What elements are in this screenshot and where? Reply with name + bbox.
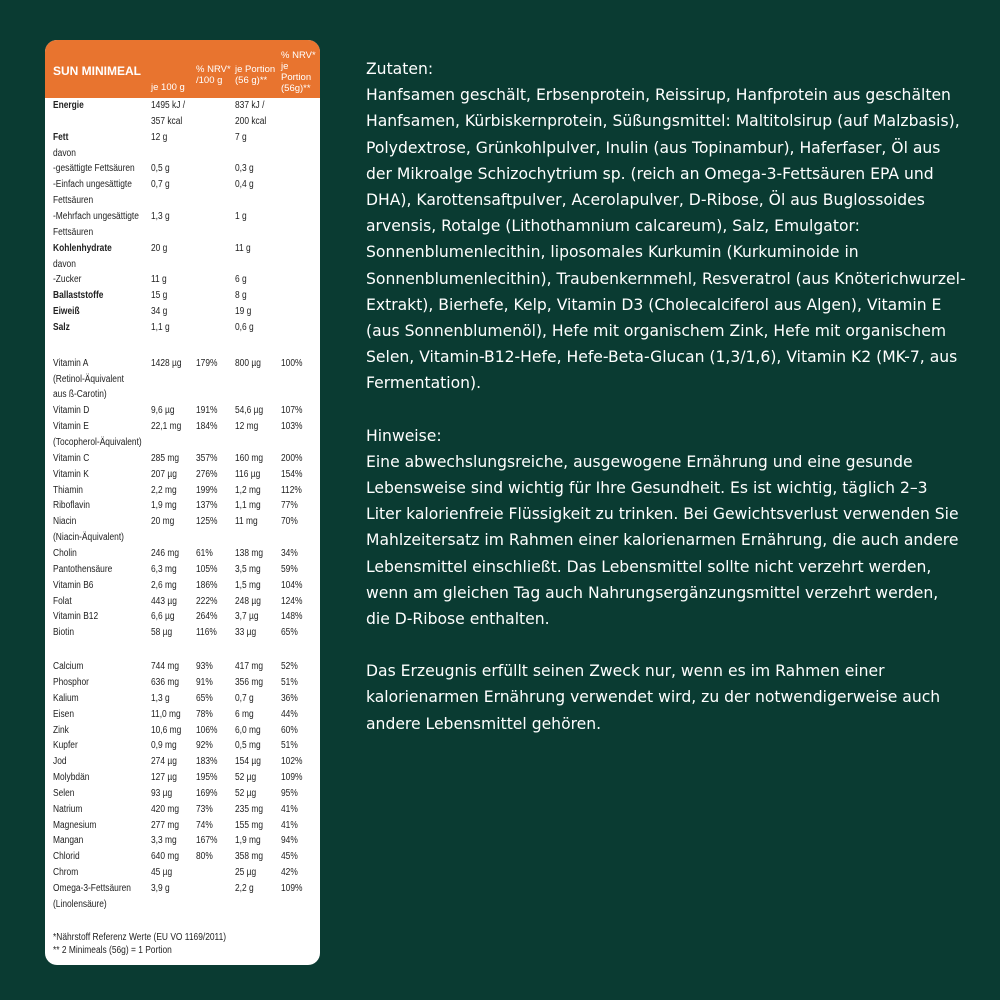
cell-nrvp: 34% bbox=[281, 548, 298, 559]
cell-name: davon bbox=[53, 258, 76, 270]
cell-nrv100: 61% bbox=[196, 548, 213, 559]
cell-name: Vitamin D bbox=[53, 405, 90, 417]
cell-nrvp: 65% bbox=[281, 627, 298, 639]
cell-nrvp: 109% bbox=[281, 883, 303, 894]
cell-name: Biotin bbox=[53, 627, 75, 639]
cell-nrv100: 222% bbox=[196, 595, 218, 607]
cell-nrvp: 41% bbox=[281, 819, 298, 831]
cell-vp: 800 µg bbox=[235, 357, 261, 369]
cell-nrv100: 186% bbox=[196, 579, 218, 591]
cell-nrv100: 179% bbox=[196, 357, 218, 369]
cell-nrvp: 60% bbox=[281, 724, 298, 736]
cell-nrv100: 191% bbox=[196, 405, 218, 417]
cell-v100: 0,7 g bbox=[151, 179, 170, 191]
cell-name: Vitamin B6 bbox=[53, 579, 94, 591]
cell-nrv100: 73% bbox=[196, 803, 213, 815]
cell-v100: 6,6 µg bbox=[151, 611, 175, 623]
cell-v100: 0,9 mg bbox=[151, 740, 177, 752]
cell-vp: 200 kcal bbox=[235, 115, 267, 127]
cell-vp: 1,5 mg bbox=[235, 579, 261, 591]
cell-nrvp: 148% bbox=[281, 611, 303, 623]
cell-nrv100: 169% bbox=[196, 787, 218, 799]
cell-nrvp: 124% bbox=[281, 595, 303, 607]
cell-nrvp: 107% bbox=[281, 405, 303, 417]
cell-v100: 93 µg bbox=[151, 787, 173, 799]
cell-name: Riboflavin bbox=[53, 500, 90, 512]
cell-vp: 6 mg bbox=[235, 708, 254, 720]
cell-name: Phosphor bbox=[53, 676, 89, 688]
cell-v100: 3,3 mg bbox=[151, 835, 177, 847]
cell-vp: 6,0 mg bbox=[235, 724, 261, 736]
header-per-portion: je Portion (56 g)** bbox=[235, 64, 276, 86]
cell-name: Kalium bbox=[53, 692, 79, 704]
cell-nrvp: 59% bbox=[281, 563, 298, 575]
cell-vp: 1,1 mg bbox=[235, 500, 261, 512]
description-panel bbox=[366, 56, 966, 737]
cell-name: (Niacin-Äquivalent) bbox=[53, 532, 124, 544]
cell-vp: 19 g bbox=[235, 306, 252, 317]
cell-v100: 636 mg bbox=[151, 676, 180, 688]
cell-v100: 443 µg bbox=[151, 595, 177, 607]
cell-v100: 1,9 mg bbox=[151, 500, 177, 512]
cell-v100: 246 mg bbox=[151, 548, 180, 559]
cell-nrv100: 184% bbox=[196, 421, 218, 433]
cell-nrvp: 42% bbox=[281, 867, 298, 879]
cell-vp: 160 mg bbox=[235, 452, 264, 464]
cell-nrv100: 93% bbox=[196, 661, 213, 673]
cell-v100: 1,3 g bbox=[151, 692, 170, 704]
cell-nrvp: 200% bbox=[281, 452, 303, 464]
cell-nrv100: 264% bbox=[196, 611, 218, 623]
cell-vp: 54,6 µg bbox=[235, 405, 264, 417]
footnote-nrv: *Nährstoff Referenz Werte (EU VO 1169/2011) bbox=[53, 932, 227, 943]
cell-vp: 8 g bbox=[235, 290, 247, 302]
cell-name: Folat bbox=[53, 595, 72, 607]
cell-nrvp: 51% bbox=[281, 740, 298, 752]
cell-v100: 11 g bbox=[151, 274, 167, 286]
cell-v100: 744 mg bbox=[151, 661, 180, 673]
cell-name: Vitamin B12 bbox=[53, 611, 99, 623]
cell-vp: 6 g bbox=[235, 274, 247, 286]
cell-vp: 25 µg bbox=[235, 867, 257, 879]
ingredients-text: Hanfsamen geschält, Erbsenprotein, Reissirup, Hanfprotein aus geschälten Hanfsamen, Kürbiskernprotein, Süßungsmittel: Maltitolsirup (auf Malzbasis), Polydextrose, Grünkohlpulver, Inulin (aus Topinambur), Haferfaser, Öl aus der Mikroalge Schizochytrium sp. (reich an Omega-3-Fettsäuren EPA und DHA), Karottensaftpulver, Acerolapulver, D-Ribose, Öl aus Buglossoides arvensis, Rotalge (Lithothamnium calcareum), Salz, Emulgator: Sonnenblumenlecithin, liposomales Kurkumin (Kurkuminoide in Sonnenblumenlecithin), Traubenkernmehl, Resveratrol (aus Knöterichwurzel-Extrakt), Bierhefe, Kelp, Vitamin D3 (Cholecalciferol aus Algen), Vitamin E (aus Sonnenblumenöl), Hefe mit organischem Zink, Hefe mit organischem Selen, Vitamin-B12-Hefe, Hefe-Beta-Glucan (1,3/1,6), Vitamin K2 (MK-7, aus Fermentation). bbox=[366, 86, 966, 393]
cell-name: (Retinol-Äquivalent bbox=[53, 373, 124, 385]
cell-nrv100: 105% bbox=[196, 563, 218, 575]
cell-name: -Mehrfach ungesättigte bbox=[53, 210, 139, 222]
cell-v100: 3,9 g bbox=[151, 883, 170, 894]
cell-name: Natrium bbox=[53, 803, 83, 815]
cell-nrvp: 100% bbox=[281, 357, 303, 369]
ingredients-heading: Zutaten: bbox=[366, 60, 434, 78]
cell-name: Eiweiß bbox=[53, 306, 80, 317]
cell-v100: 1,1 g bbox=[151, 321, 170, 333]
cell-vp: 52 µg bbox=[235, 772, 257, 783]
cell-name: -gesättigte Fettsäuren bbox=[53, 163, 135, 175]
cell-vp: 0,5 mg bbox=[235, 740, 261, 752]
cell-nrv100: 78% bbox=[196, 708, 213, 720]
cell-nrv100: 80% bbox=[196, 851, 213, 863]
cell-vp: 356 mg bbox=[235, 676, 264, 688]
cell-vp: 1,2 mg bbox=[235, 484, 261, 496]
cell-vp: 11 mg bbox=[235, 516, 258, 528]
cell-v100: 11,0 mg bbox=[151, 708, 181, 720]
cell-name: aus ß-Carotin) bbox=[53, 389, 107, 401]
cell-name: Niacin bbox=[53, 516, 77, 528]
cell-v100: 2,6 mg bbox=[151, 579, 177, 591]
cell-vp: 3,5 mg bbox=[235, 563, 261, 575]
cell-vp: 1,9 mg bbox=[235, 835, 261, 847]
cell-name: Vitamin K bbox=[53, 468, 89, 480]
cell-vp: 11 g bbox=[235, 242, 251, 254]
cell-nrvp: 95% bbox=[281, 787, 298, 799]
cell-name: Molybdän bbox=[53, 772, 90, 783]
cell-v100: 12 g bbox=[151, 131, 168, 143]
cell-v100: 15 g bbox=[151, 290, 168, 302]
cell-nrvp: 52% bbox=[281, 661, 298, 673]
cell-vp: 12 mg bbox=[235, 421, 259, 433]
cell-v100: 127 µg bbox=[151, 772, 177, 783]
cell-name: Energie bbox=[53, 100, 84, 111]
cell-name: -Zucker bbox=[53, 274, 82, 286]
cell-nrv100: 74% bbox=[196, 819, 213, 831]
cell-v100: 274 µg bbox=[151, 756, 177, 768]
cell-nrvp: 102% bbox=[281, 756, 303, 768]
cell-name: Kohlenhydrate bbox=[53, 242, 112, 254]
cell-vp: 3,7 µg bbox=[235, 611, 259, 623]
cell-name: Salz bbox=[53, 321, 70, 333]
cell-name: Selen bbox=[53, 787, 75, 799]
cell-nrv100: 167% bbox=[196, 835, 218, 847]
label-header bbox=[45, 40, 320, 98]
header-per-100g: je 100 g bbox=[151, 82, 185, 93]
cell-vp: 2,2 g bbox=[235, 883, 254, 894]
cell-nrvp: 45% bbox=[281, 851, 298, 863]
header-nrv-100g: % NRV* /100 g bbox=[196, 64, 231, 86]
cell-name: Vitamin C bbox=[53, 452, 90, 464]
cell-vp: 155 mg bbox=[235, 819, 264, 831]
cell-name: Mangan bbox=[53, 835, 84, 847]
cell-v100: 10,6 mg bbox=[151, 724, 182, 736]
cell-name: Vitamin A bbox=[53, 357, 89, 369]
cell-nrv100: 116% bbox=[196, 627, 217, 639]
cell-name: Eisen bbox=[53, 708, 75, 720]
cell-name: -Einfach ungesättigte bbox=[53, 179, 132, 191]
cell-v100: 2,2 mg bbox=[151, 484, 177, 496]
cell-v100: 20 mg bbox=[151, 516, 175, 528]
cell-nrv100: 199% bbox=[196, 484, 218, 496]
cell-vp: 116 µg bbox=[235, 468, 261, 480]
purpose-text: Das Erzeugnis erfüllt seinen Zweck nur, wenn es im Rahmen einer kalorienarmen Ernährung verwendet wird, zu der notwendigerweise auch andere Lebensmittel gehören. bbox=[366, 662, 941, 733]
cell-vp: 417 mg bbox=[235, 661, 264, 673]
cell-name: Cholin bbox=[53, 548, 77, 559]
cell-nrvp: 36% bbox=[281, 692, 298, 704]
cell-nrv100: 357% bbox=[196, 452, 218, 464]
cell-name: Fettsäuren bbox=[53, 195, 94, 207]
cell-nrv100: 92% bbox=[196, 740, 213, 752]
cell-v100: 640 mg bbox=[151, 851, 180, 863]
notes-heading: Hinweise: bbox=[366, 426, 442, 445]
cell-v100: 1,3 g bbox=[151, 210, 170, 222]
cell-name: Chrom bbox=[53, 867, 79, 879]
cell-v100: 285 mg bbox=[151, 452, 180, 464]
cell-v100: 420 mg bbox=[151, 803, 180, 815]
cell-nrvp: 104% bbox=[281, 579, 303, 591]
cell-vp: 235 mg bbox=[235, 803, 264, 815]
cell-name: Magnesium bbox=[53, 819, 97, 831]
cell-name: Fett bbox=[53, 131, 69, 143]
cell-name: Chlorid bbox=[53, 851, 80, 863]
cell-vp: 0,3 g bbox=[235, 163, 254, 175]
cell-nrvp: 77% bbox=[281, 500, 298, 512]
cell-vp: 358 mg bbox=[235, 851, 264, 863]
cell-vp: 0,7 g bbox=[235, 692, 254, 704]
cell-name: davon bbox=[53, 147, 76, 159]
cell-name: Jod bbox=[53, 756, 67, 768]
cell-vp: 1 g bbox=[235, 210, 247, 222]
cell-v100: 20 g bbox=[151, 242, 168, 254]
cell-name: Ballaststoffe bbox=[53, 290, 104, 302]
cell-name: Fettsäuren bbox=[53, 226, 94, 238]
cell-name: (Linolensäure) bbox=[53, 898, 107, 910]
cell-v100: 0,5 g bbox=[151, 163, 170, 175]
cell-name: Vitamin E bbox=[53, 421, 89, 433]
cell-nrvp: 112% bbox=[281, 484, 302, 496]
cell-v100: 277 mg bbox=[151, 819, 180, 831]
cell-vp: 0,4 g bbox=[235, 179, 254, 191]
cell-nrv100: 195% bbox=[196, 772, 218, 783]
cell-nrvp: 44% bbox=[281, 708, 298, 720]
notes-text: Eine abwechslungsreiche, ausgewogene Ernährung und eine gesunde Lebensweise sind wichtig für Ihre Gesundheit. Es ist wichtig, täglich 2–3 Liter kalorienfreie Flüssigkeit zu trinken. Bei Gewichtsverlust verwenden Sie Mahlzeitersatz im Rahmen einer kalorienarmen Ernährung, die auch andere Lebensmittel einschließt. Das Lebensmittel sollte nicht verzehrt werden, wenn am gleichen Tag auch Nahrungsergänzungsmittel verzehrt werden, die D-Ribose enthalten. bbox=[366, 452, 959, 629]
brand-name: SUN MINIMEAL bbox=[53, 64, 141, 78]
cell-nrv100: 183% bbox=[196, 756, 218, 768]
cell-v100: 6,3 mg bbox=[151, 563, 177, 575]
cell-nrvp: 109% bbox=[281, 772, 303, 783]
cell-nrvp: 51% bbox=[281, 676, 298, 688]
cell-v100: 45 µg bbox=[151, 867, 173, 879]
cell-nrv100: 65% bbox=[196, 692, 213, 704]
cell-v100: 34 g bbox=[151, 306, 168, 317]
cell-v100: 22,1 mg bbox=[151, 421, 182, 433]
cell-nrvp: 154% bbox=[281, 468, 303, 480]
cell-name: Thiamin bbox=[53, 484, 83, 496]
cell-name: Omega-3-Fettsäuren bbox=[53, 883, 131, 894]
cell-v100: 9,6 µg bbox=[151, 405, 175, 417]
cell-v100: 207 µg bbox=[151, 468, 177, 480]
cell-vp: 0,6 g bbox=[235, 321, 254, 333]
cell-name: Kupfer bbox=[53, 740, 78, 752]
cell-v100: 1428 µg bbox=[151, 357, 182, 369]
header-nrv-portion: % NRV* je Portion (56g)** bbox=[281, 50, 316, 94]
cell-nrvp: 70% bbox=[281, 516, 298, 528]
cell-vp: 154 µg bbox=[235, 756, 261, 768]
cell-vp: 138 mg bbox=[235, 548, 264, 559]
cell-nrv100: 125% bbox=[196, 516, 218, 528]
cell-nrv100: 276% bbox=[196, 468, 218, 480]
cell-v100: 1495 kJ / bbox=[151, 100, 186, 111]
cell-vp: 33 µg bbox=[235, 627, 257, 639]
cell-nrv100: 137% bbox=[196, 500, 218, 512]
nutrition-label bbox=[45, 40, 320, 965]
cell-nrvp: 94% bbox=[281, 835, 298, 847]
cell-v100: 357 kcal bbox=[151, 115, 183, 127]
cell-nrv100: 106% bbox=[196, 724, 218, 736]
cell-vp: 248 µg bbox=[235, 595, 261, 607]
cell-vp: 52 µg bbox=[235, 787, 257, 799]
cell-nrvp: 41% bbox=[281, 803, 298, 815]
footnote-portion: ** 2 Minimeals (56g) = 1 Portion bbox=[53, 945, 172, 956]
cell-name: Calcium bbox=[53, 661, 84, 673]
cell-name: (Tocopherol-Äquivalent) bbox=[53, 437, 142, 448]
cell-vp: 837 kJ / bbox=[235, 100, 265, 111]
cell-name: Zink bbox=[53, 724, 69, 736]
cell-name: Pantothensäure bbox=[53, 563, 113, 575]
cell-nrv100: 91% bbox=[196, 676, 213, 688]
cell-v100: 58 µg bbox=[151, 627, 173, 639]
cell-vp: 7 g bbox=[235, 131, 247, 143]
cell-nrvp: 103% bbox=[281, 421, 303, 433]
